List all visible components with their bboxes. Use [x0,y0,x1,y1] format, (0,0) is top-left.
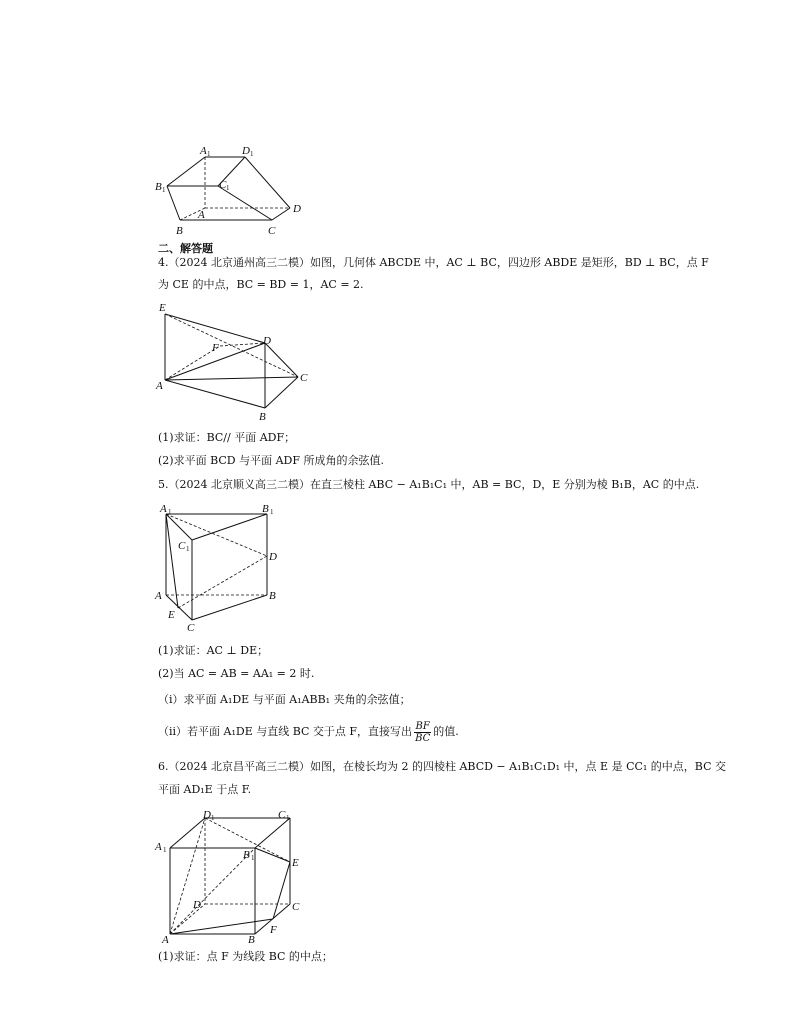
label-B: B [269,590,276,602]
label-D: D [293,203,301,215]
figure-prism-top [150,140,320,240]
label-C1: C [278,809,286,821]
svg-text:1: 1 [207,150,211,158]
label-D: D [193,899,201,911]
figure-q6 [150,806,320,946]
svg-text:1: 1 [270,508,274,516]
q4-text-line1: 4.（2024 北京通州高三二模）如图，几何体 ABCDE 中，AC ⊥ BC，四边形 ABDE 是矩形，BD ⊥ BC，点 F [158,256,709,269]
svg-text:1: 1 [286,814,290,822]
figure-q5 [150,498,300,638]
figure-q4 [150,296,320,426]
label-F: F [270,924,277,936]
label-A1: A [155,841,162,853]
label-A: A [198,209,205,221]
svg-text:1: 1 [162,186,166,194]
q4-sub1: (1)求证：BC// 平面 ADF； [158,431,296,444]
label-A: A [156,380,163,392]
label-A1: A [160,503,167,515]
svg-text:1: 1 [163,846,167,854]
svg-text:1: 1 [250,150,254,158]
label-E: E [168,609,175,621]
label-B: B [176,225,183,237]
label-E: E [292,857,299,869]
label-D1: D [242,145,250,157]
svg-text:1: 1 [168,508,172,516]
label-A: A [155,590,162,602]
label-D1: D [203,809,211,821]
q5-sub2i: （i）求平面 A₁DE 与平面 A₁ABB₁ 夹角的余弦值； [158,693,411,706]
q5-sub2ii: （ii）若平面 A₁DE 与直线 BC 交于点 F，直接写出 $\frac{BF}{BC}$ 的值. [158,720,459,744]
label-C1: C [219,179,227,191]
svg-text:1: 1 [226,184,230,192]
svg-text:1: 1 [211,814,215,822]
q5-sub1: (1)求证：AC ⊥ DE； [158,644,269,657]
section-heading: 二、解答题 [158,242,213,255]
q6-text-line2: 平面 AD₁E 于点 F. [158,783,252,796]
label-B1: B [243,849,250,861]
label-B1: B [262,503,269,515]
label-D: D [269,551,277,563]
label-A: A [162,934,169,946]
label-C1: C [178,540,186,552]
label-A1: A [200,145,207,157]
label-B: B [259,411,266,423]
q5-text-line1: 5.（2024 北京顺义高三二模）在直三棱柱 ABC − A₁B₁C₁ 中，AB = BC，D，E 分别为棱 B₁B，AC 的中点. [158,478,700,491]
label-D: D [263,335,271,347]
label-E: E [159,302,166,314]
q5-sub2: (2)当 AC = AB = AA₁ = 2 时. [158,667,315,680]
label-C: C [300,372,308,384]
q4-text-line2: 为 CE 的中点，BC = BD = 1，AC = 2. [158,278,364,291]
q6-sub1: (1)求证：点 F 为线段 BC 的中点； [158,950,333,963]
label-C: C [187,622,195,634]
label-B1: B [155,181,162,193]
label-C: C [292,901,300,913]
label-C: C [268,225,276,237]
svg-text:1: 1 [251,854,255,862]
q4-sub2: (2)求平面 BCD 与平面 ADF 所成角的余弦值. [158,454,384,467]
label-F: F [212,342,219,354]
q6-text-line1: 6.（2024 北京昌平高三二模）如图，在棱长均为 2 的四棱柱 ABCD − A₁B₁C₁D₁ 中，点 E 是 CC₁ 的中点，BC 交 [158,760,727,773]
label-B: B [248,934,255,946]
fraction-bf-bc: $\frac{BF}{BC}$ [415,720,431,744]
svg-text:1: 1 [186,545,190,553]
